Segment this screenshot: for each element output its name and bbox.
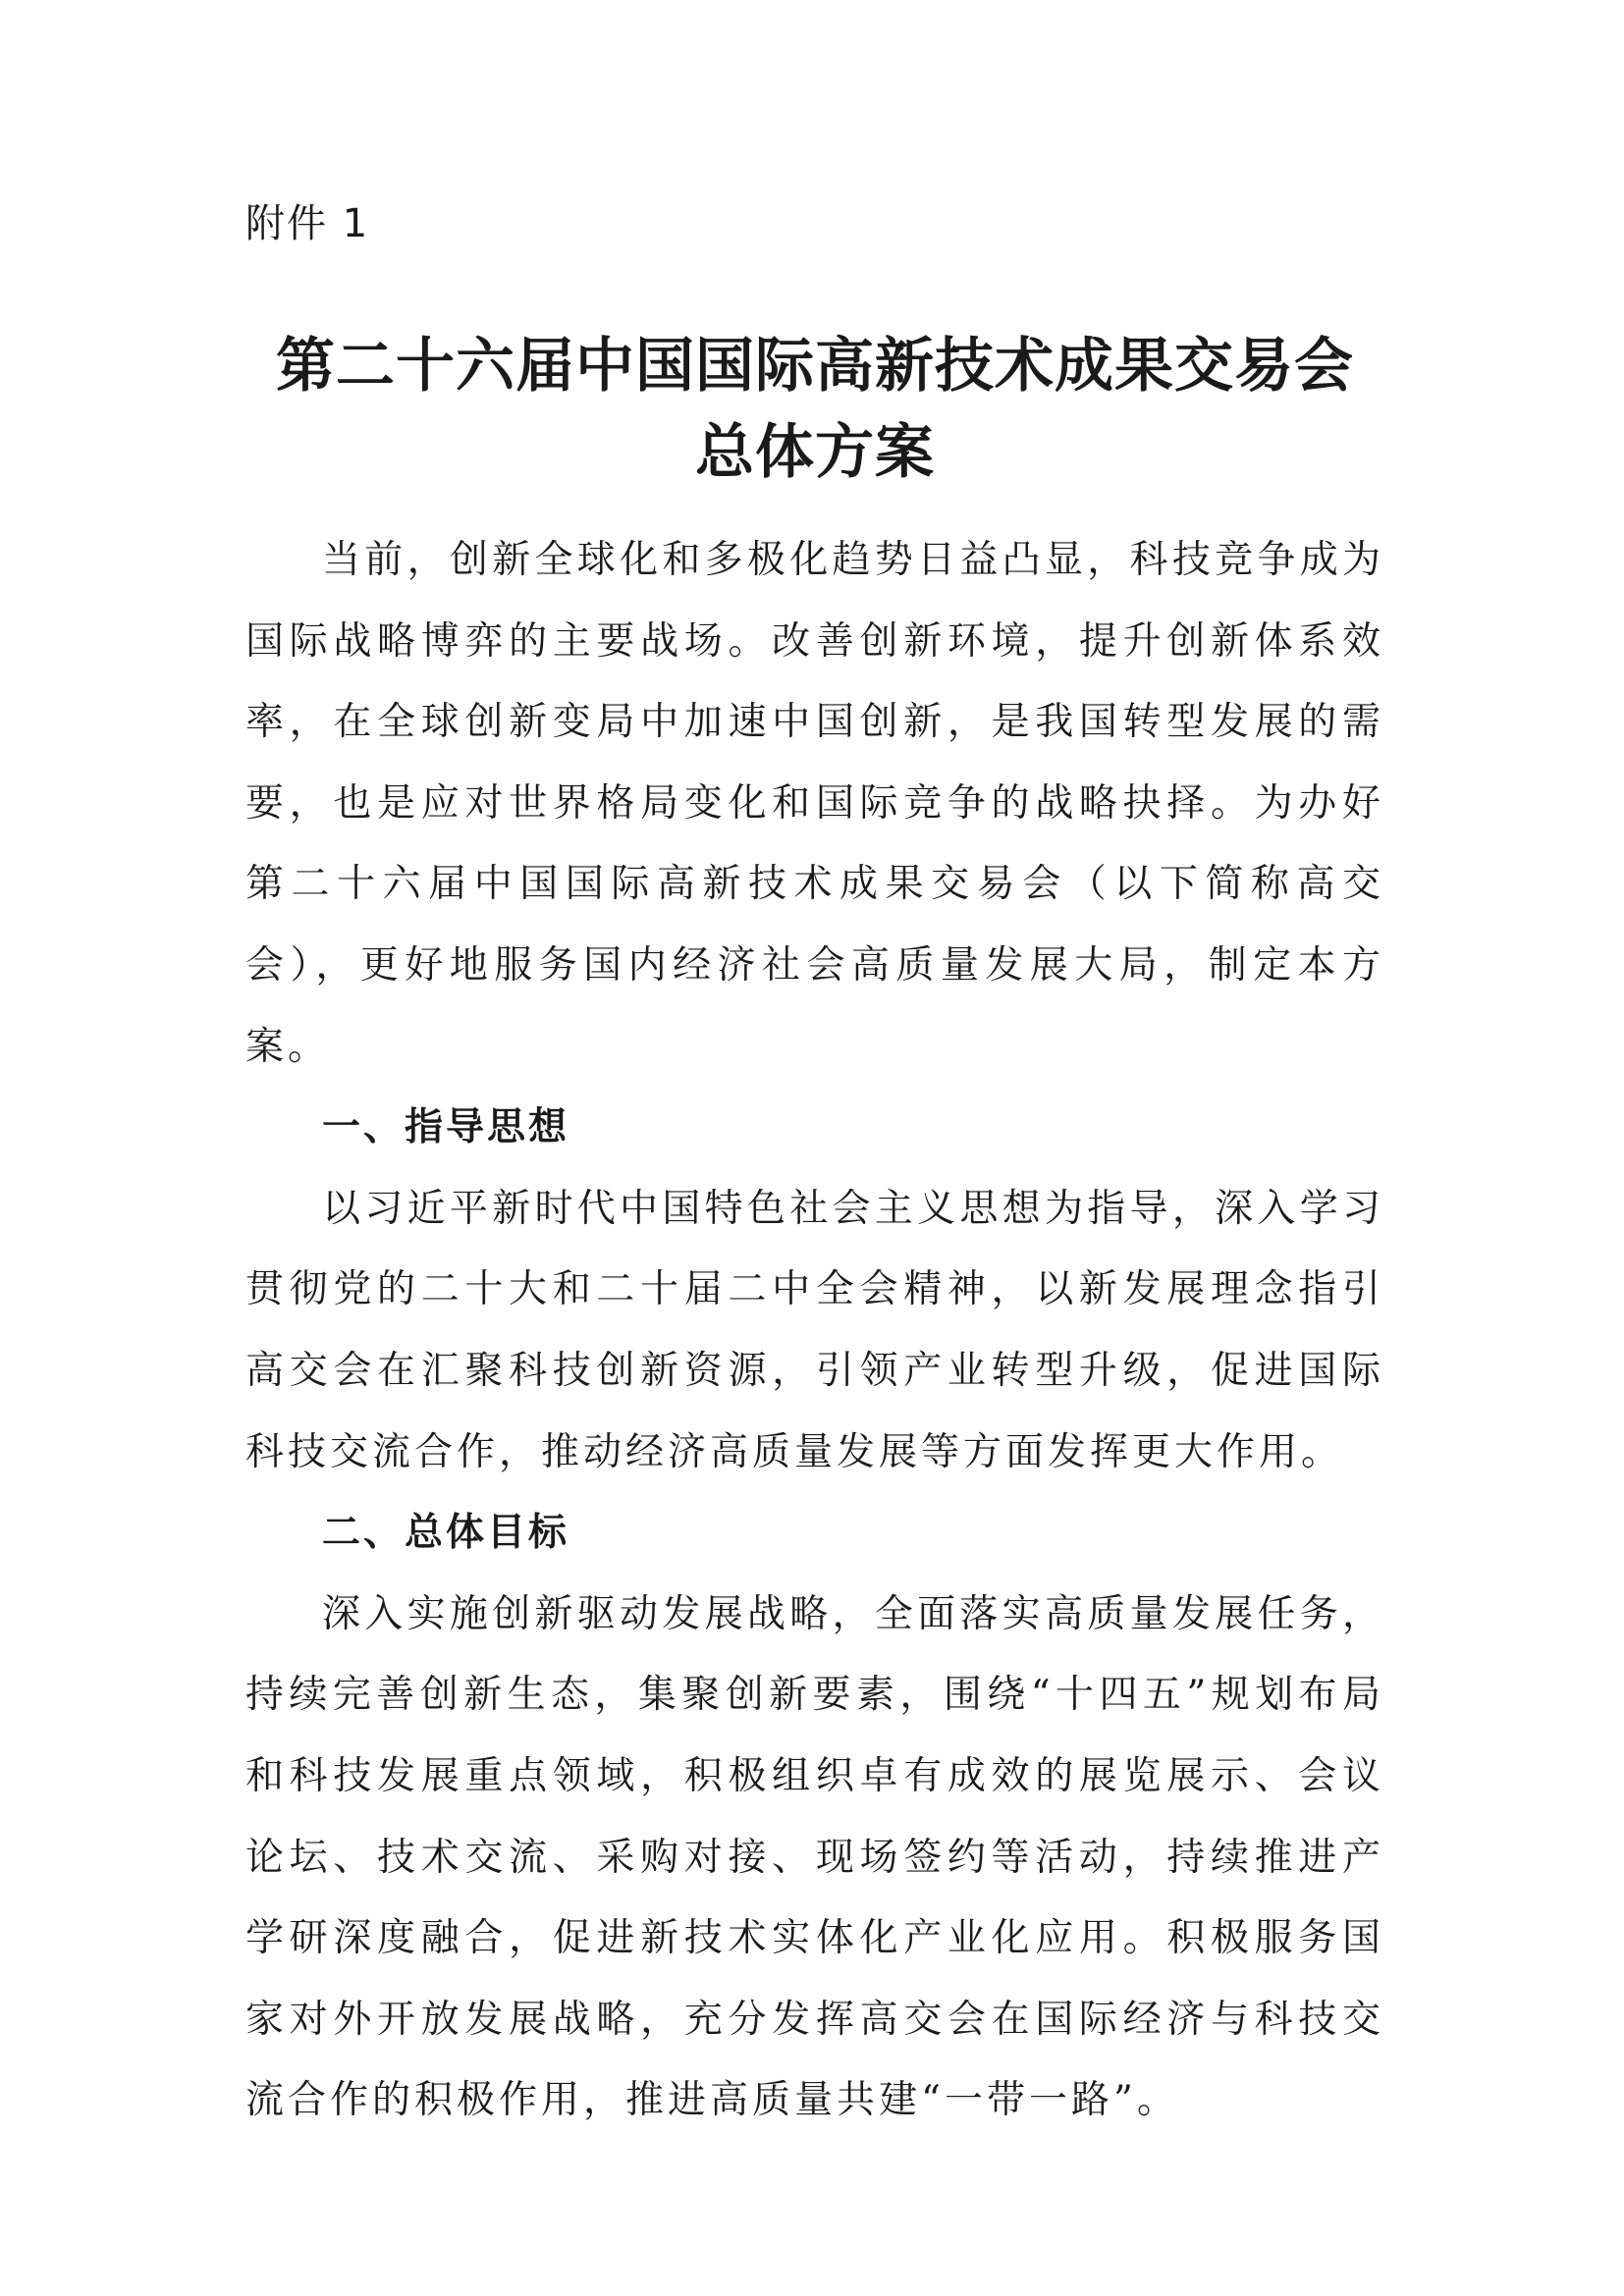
- section-paragraph-guiding-ideology: 以习近平新时代中国特色社会主义思想为指导，深入学习贯彻党的二十大和二十届二中全会精神，以新发展理念指引高交会在汇聚科技创新资源，引领产业转型升级，促进国际科技交流合作，推动经济高质量发展等方面发挥更大作用。: [245, 1186, 1384, 1474]
- section-heading-guiding-ideology: 一、指导思想: [322, 1105, 570, 1150]
- document-body: [245, 520, 1384, 2142]
- section-heading-overall-goals: 二、总体目标: [322, 1511, 570, 1556]
- document-title-line-2: 总体方案: [695, 418, 935, 487]
- attachment-label: 附件 1: [245, 201, 370, 246]
- section-paragraph-overall-goals: 深入实施创新驱动发展战略，全面落实高质量发展任务，持续完善创新生态，集聚创新要素，围绕“十四五”规划布局和科技发展重点领域，积极组织卓有成效的展览展示、会议论坛、技术交流、采购对接、现场签约等活动，持续推进产学研深度融合，促进新技术实体化产业化应用。积极服务国家对外开放发展战略，充分发挥高交会在国际经济与科技交流合作的积极作用，推进高质量共建“一带一路”。: [245, 1591, 1384, 2123]
- document-title-line-1: 第二十六届中国国际高新技术成果交易会: [276, 332, 1354, 400]
- intro-paragraph: 当前，创新全球化和多极化趋势日益凸显，科技竞争成为国际战略博弈的主要战场。改善创新环境，提升创新体系效率，在全球创新变局中加速中国创新，是我国转型发展的需要，也是应对世界格局变化和国际竞争的战略抉择。为办好第二十六届中国国际高新技术成果交易会（以下简称高交会），更好地服务国内经济社会高质量发展大局，制定本方案。: [245, 538, 1384, 1069]
